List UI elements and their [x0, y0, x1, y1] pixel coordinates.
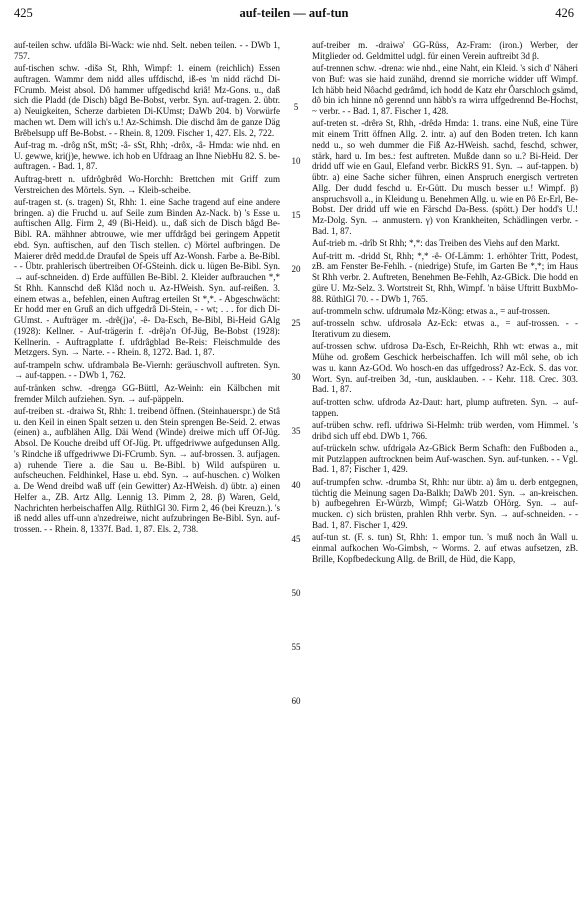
running-title: auf-teilen — auf-tun: [239, 6, 349, 20]
dictionary-entry: auf-teilen schw. ufdâlə Bi-Wack: wie nhd. Selt. neben teilen. - - DWb 1, 757.: [14, 40, 280, 61]
dictionary-entry: auf-tischen schw. -dišə St, Rhh, Wimpf: 1. einem (reichlich) Essen auftragen. Wammr dem nidd alles uffdischd, iß-es 'm nidd rächd Di-FCrumb. Meist absol. Dô hammer uffgedischd kriâ! Mz-Gons. u., daß sich die Pladd (de Disch) bâgd Be-Bobst, verbr. Syn. auf-tragen. 2. übtr. a) Neuigkeiten, Scherze darbieten Di-KUmst; DaWb 204. b) Vorwürfe machen wt. Dem will ich's u.! Az-Schimsh. Die dischd âm de ganze Däg Brêbelsupp uff Be-Bobst. - - Rhein. 8, 1209. Fischer 1, 427. Els. 2, 722.: [14, 63, 280, 138]
dictionary-entry: Auftrag-brett n. ufdrôgbrêd Wo-Horchh: Brettchen mit Griff zum Verstreichen des Mörtels. Syn. → Kleib-scheibe.: [14, 173, 280, 195]
line-number: 60: [291, 696, 301, 706]
dictionary-entry: auf-trampeln schw. ufdrambələ Be-Viernh: geräuschvoll auftreten. Syn. → auf-tappen. - - DWb 1, 762.: [14, 359, 280, 381]
line-number: 15: [291, 210, 301, 220]
page-header: [14, 6, 574, 24]
dictionary-entry: auf-trumpfen schw. -drumbə St, Rhh: nur übtr. a) âm u. derb entgegnen, tüchtig die Meinung sagen Da-Balkh; DaWb 201. Syn. → an-kreischen. b) aufbegehren Er-Würzb, Wimpf; Gi-Watzb OHörg. Syn. → auf-mucken. c) sich brüsten, prahlen Rhh verbr. Syn. → auf-schneiden. - - Bad. 1, 87. Fischer 1, 429.: [312, 476, 578, 530]
right-column: [312, 40, 578, 566]
line-number: 25: [291, 318, 301, 328]
line-number: 40: [291, 480, 301, 490]
dictionary-entry: Auf-tritt m. -dridd St, Rhh; *,* -ê- Of-Lämm: 1. erhöhter Tritt, Podest, zB. am Fenster Be-Fehlh. - (niedrige) Stufe, im Garten Be *,*; im Haus St Rhh verbr. 2. Auftreten, Benehmen Be-Fehlh, Az-GBick. Die hodd en güre U. Mz-Selz. 3. Wortstreit St, Rhh, Wimpf. 'n bäise Uftritt BuxbMo-88. RüthlGl 70. - - DWb 1, 765.: [312, 250, 578, 304]
dictionary-entry: auf-tragen st. (s. tragen) St, Rhh: 1. eine Sache tragend auf eine andere bringen. a) die Fruchd u. auf Seile zum Binden Az-Nack. b) 's Esse u. auftischen Allg. Firm 2, 49 (Bi-Heid). u., daß sich de Disch bâgd Be-Bibl. RA. mähhner abtrouwe, wie mer uffdrâgd bei geringem Appetit ebd. Syn. auftischen, auf den Tisch stellen. c) Mörtel aufbringen. De Maierer drêd medd.de Drauføl de Speis uff Az-Wonsh. Farbe a. Be-Bibl. - - Übtr. prahlerisch übertreiben Of-GSteinh. dick u. lügen Be-Bibl. Syn. → auf-schneiden. d) Erde auffüllen Be-Bibl. 2. Kleider aufbrauchen *,* St Rhh. Kannschd deß Klâd noch u. Az-HWeish. Syn. auf-reißen. 3. einem etwas a., befehlen, einen Auftrag erteilen St *,*. - Abgeschwächt: Er hodd mer en Gruß an dich uffgedrâ Di-Stein, - - wt; . . . for dich Di-GUmst. - Aufträger m. -drê(j)ə', -ê- Da-Esch, Be-Bibl, Bi-Heid GAlg (1928): Kellner. - Auf-trägerin f. -drêjə'n Of-Jüg, Be-Bobst (1928): Kellnerin. - Auftragplatte f. ufdrâgblad Be-Reis: Fleischmulde des Metzgers. Syn. → Narte. - - Rhein. 8, 1272. Bad. 1, 87.: [14, 196, 280, 358]
dictionary-entry: auf-trommeln schw. ufdruməlø Mz-Köng: etwas a., = auf-trossen.: [312, 305, 550, 316]
dictionary-entry: auf-trückeln schw. ufdrigələ Az-GBick Berm Schafh: den Fußboden a., mit Putzlappen auftrocknen beim Auf-waschen. Syn. auf-tunken. - - Vgl. Bad. 1, 87; Fischer 1, 429.: [312, 442, 578, 475]
dictionary-entry: Auf-trag m. -drôg nSt, mSt; -â- sSt, Rhh; -drôx, -â- Hmda: wie nhd. en U. gewwe, kri(j)e, hewwe. ich hob en Ufdraag an Ihne NiebHu 82. S. be-auftragen. - Bad. 1, 87.: [14, 139, 280, 172]
line-number-gutter: [284, 40, 308, 900]
dictionary-entry: auf-treiber m. -draiwə' GG-Rüss, Az-Fram: (iron.) Werber, der Mitglieder od. Geldmittel udgl. für einen Verein auftreibt 3d β.: [312, 40, 578, 61]
line-number: 35: [291, 426, 301, 436]
page-number-right: 426: [555, 6, 574, 20]
dictionary-entry: Auf-trieb m. -drîb St Rhh; *,*: das Treiben des Viehs auf den Markt.: [312, 238, 560, 249]
dictionary-entry: auf-trosseln schw. ufdrosələ Az-Eck: etwas a., = auf-trossen. - - Iterativum zu diesem.: [312, 318, 578, 340]
dictionary-entry: auf-tränken schw. -dreŋgə GG-Büttl, Az-Weinh: ein Kälbchen mit fremder Milch aufziehen. Syn. → auf-päppeln.: [14, 382, 280, 404]
left-column: [14, 40, 280, 537]
dictionary-entry: auf-trüben schw. refl. ufdriwə Si-Helmh: trüb werden, vom Himmel. 's dribd sich uff ebd. DWb 1, 766.: [312, 419, 578, 441]
dictionary-entry: auf-trossen schw. ufdrosə Da-Esch, Er-Reichh, Rhh wt: etwas a., mit Mühe od. großem Geschick herbeischaffen. Ich will môl sehe, ob ich was u. kann Az-GOd. Wo hosch-en das uffgedross? Az-Eck. S. das vor. Wort. Syn. auf-treiben 3d, -tun, ausklauben. - - Kehr. 118. Crec. 303. Bad. 1, 87.: [312, 341, 578, 395]
dictionary-entry: auf-trennen schw. -drenə: wie nhd., eine Naht, ein Kleid. 's sich d' Näheri von Buf: was sie haid zunähd, drennd sie morriche widder uff Wimpf. Ich häbb heid Nôachd gedrâmd, ich hodd de Katz ehr Ôarschloch gsämd, dô bin ich hinne nô gerennd unn häbb's ra wirra uffgedrennd Be-Hochst, ~ verbr. - - Bad. 1, 87. Fischer 1, 428.: [312, 63, 578, 117]
dictionary-entry: auf-treiben st. -draiwə St, Rhh: 1. treibend öffnen. (Steinhauerspr.) de Stâ u. den Keil in einen Spalt setzen u. den Stein sprengen Be-Seid. 2. etwas (einen) a., aufblähen Allg. Däi Wend (Winde) dreiwe mich uff Of-Jüg. Absol. De Kouche dreibd uff Of-Jüg. Pt. uffgedriwwe aufgedunsen Allg. 's Rindche iß uffgedriwwe Di-FCrumb. Syn. → auf-brossen. 3. aufjagen. a) ruhende Tiere a. die Sau u. Be-Bibl. b) Wild aufspüren u. aufscheuchen. Feldhinkel, Hase u. ebd. Syn. → auf-huschen. c) Wolken a. De Wend dreibd waß uff (ein Gewitter) Az-HWeish. d) übtr. a) einen Helfer a., ZB. Artz Allg. Lennig 13. Pimm 2, 28. β) Waren, Geld, Nachrichten herbeischaffen Allg. RüthlGl 30. Firm 2, 46 (bei Kreuzn.). 's iß nedd alles uff-unn a'nzedreiwe, nicht aufzubringen Be-Bibl. Syn. auf-trossen. - - Rhein. 8, 1337f. Bad. 1, 87. Els. 2, 738.: [14, 405, 280, 535]
dictionary-entry: auf-trotten schw. ufdrodə Az-Daut: hart, plump auftreten. Syn. → auf-tappen.: [312, 396, 578, 418]
dictionary-entry: auf-treten st. -drêrə St, Rhh, -drêdə Hmda: 1. trans. eine Nuß, eine Türe mit einem Tritt öffnen Allg. 2. intr. a) auf den Boden treten. Ich kann nedd u., so weh dummer die Fiß Az-HWeish. sachd, feschd, schwer, stärk, hard u. Im bes.: fest auftreten. Mußde dann so u.? Bi-Heid. Der dridd uff wie en Gaul, Elefand verbr. BickRS 91. Syn. → auf-tappen. b) übtr. a) eine Sache sicher führen, einen Anspruch energisch vertreten Allg. Der dudd feschd u. Er-Gütt. Du musch besser u.! Wimpf. β) anspruchsvoll a., in Kleidung u. Benehmen Allg. u. wie en Pô Er-Erl, Be-Bobst. Der dridd uff wie en Färschd Da-Bess. (spött.) Der hodd's U.! Mz-Dolg. Syn. → anmustern. γ) von Krankheiten, Schädlingen verbr. - Bad. 1, 87.: [312, 118, 578, 236]
line-number: 50: [291, 588, 301, 598]
line-number: 5: [293, 102, 299, 112]
line-number: 55: [291, 642, 301, 652]
line-number: 30: [291, 372, 301, 382]
page-number-left: 425: [14, 6, 33, 20]
line-number: 10: [291, 156, 301, 166]
line-number: 20: [291, 264, 301, 274]
line-number: 45: [291, 534, 301, 544]
dictionary-entry: auf-tun st. (F. s. tun) St, Rhh: 1. empor tun. 's muß noch ân Wall u. einmal aufkochen Wo-Gimbsh, ~ Worms. 2. auf etwas aufsetzen, zB. Brille, Kopfbedeckung Allg. de Brill, de Hüd, die Kapp,: [312, 532, 578, 564]
